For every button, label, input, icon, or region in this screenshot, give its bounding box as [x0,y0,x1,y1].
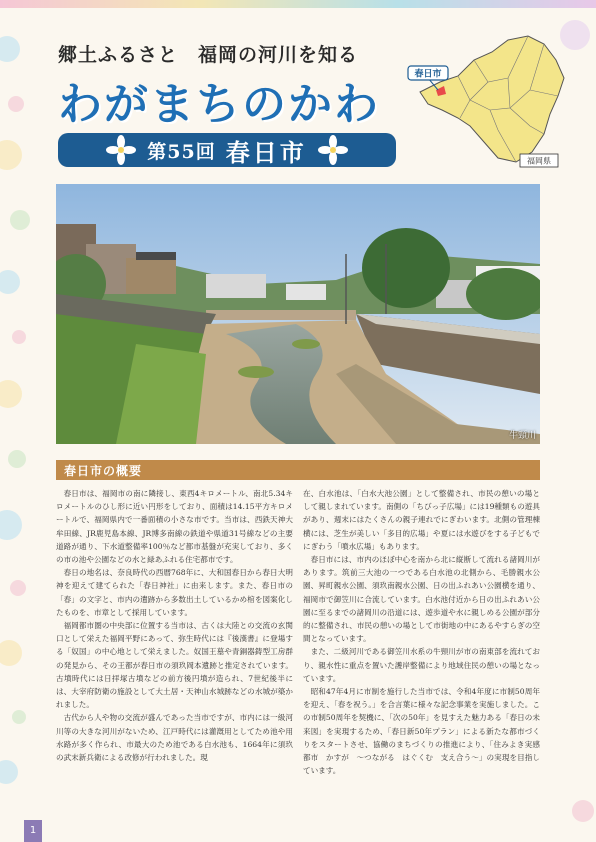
decorative-bubble [8,450,26,468]
map-city-label: 春日市 [414,69,442,80]
body-paragraph: 昭和47年4月に市制を施行した当市では、令和4年度に市制50周年を迎え、「春を祝う。」を合言葉に様々な記念事業を実施しました。この市制50周年を契機に、「次の50年」を見すえた魅力ある「春日の未来図」を実現するため、「春日新50年プラン」による新たな都市づくりをスタートさせ、協働のまちづくりの推進により、「住みよき実感都市 かすが 〜つながる はぐくむ 支え合う〜」の実現を目指しています。 [303,687,540,776]
body-paragraph: 古代から人や物の交流が盛んであった当市ですが、市内には一級河川等の大きな河川がないため、江戸時代には灌漑用としてため池や用水路が多く作られ、市最大のため池である白水池も、1664年に須玖の武末新兵衛による改修が行われました。現 [56,713,293,763]
decorative-bubble [12,330,26,344]
page-number: 1 [24,820,42,842]
decorative-bubble [12,710,26,724]
photo-caption: 牛頸川 [508,431,536,441]
body-column-left [56,487,293,764]
decorative-bubble [0,36,20,62]
episode-banner [58,133,396,167]
decorative-bubble [8,96,24,112]
page-title: わがまちのかわ [58,79,380,130]
body-paragraph: 春日市は、福岡市の南に隣接し、東西4キロメートル、南北5.34キロメートルのひし形に近い円形をしており、面積は14.15平方キロメートルで、福岡県内で一番面積の小さな市です。当市は、西鉄天神大牟田線、JR鹿児島本線、JR博多南線の鉄道や県道31号線などの主要道路が通り、下水道整備率100％など都市基盤が充実しており、多くの市の池や公園などの水と緑あふれる住宅都市です。 [56,489,293,565]
flower-icon [105,134,137,166]
river-photo [56,184,540,444]
city-name: 春日市 [225,137,307,167]
body-paragraph: 福岡都市圏の中央部に位置する当市は、古くは大陸との交流の玄関口として栄えた福岡平野にあって、弥生時代には『後漢書』に登場する「奴国」の中心地として栄えました。奴国王墓や青銅器鋳型工房群の発見から、その王都が春日市の須玖岡本遺跡と推定されています。古墳時代には日拝塚古墳などの前方後円墳が造られ、7世紀後半には、大宰府防衛の施設として大土居・天神山水城跡などの水城が築かれました。 [56,621,293,710]
decorative-bubble [0,640,22,666]
section-heading-bar [56,460,540,480]
river-scene-illustration [56,184,540,444]
series-kicker: 郷土ふるさと 福岡の河川を知る [58,44,359,66]
top-decorative-bar [0,0,596,8]
decorative-bubble [0,140,22,170]
body-paragraph: また、二級河川である御笠川水系の牛頸川が市の南東部を流れており、親水性に重点を置いた護岸整備により地域住民の憩いの場となっています。 [303,647,540,683]
section-heading: 春日市の概要 [64,464,143,478]
decorative-bubble [0,760,18,784]
map-prefecture-label: 福岡県 [527,156,551,166]
flower-icon [317,134,349,166]
fukuoka-prefecture-map [400,30,570,170]
decorative-bubble [0,380,22,408]
body-paragraph: 春日の地名は、奈良時代の西暦768年に、大和国春日から春日大明神を迎えて建てられた「春日神社」に由来します。また、春日市の「春」の文字と、市内の遺跡から多数出土しているかめ棺を図案化したものを、市章として採用しています。 [56,568,293,617]
body-paragraph: 在、白水池は、「白水大池公園」として整備され、市民の憩いの場として親しまれています。南側の「ちびっ子広場」には19種類もの遊具があり、週末にはたくさんの親子連れでにぎわいます。北側の管理棟横には、芝生が美しい「多目的広場」や夏には水遊びをする子どもでにぎわう「噴水広場」もあります。 [303,489,540,551]
decorative-bubble [0,510,22,540]
episode-number: 第55回 [147,140,216,163]
body-column-right [303,487,540,777]
body-paragraph: 春日市には、市内のほぼ中心を南から北に縦断して流れる諸岡川があります。筑前三大池の一つである白水池の北側から、毛勝親水公園、昇町親水公園、須玖南親水公園、日の出ふれあい公園横を通り、福岡市で御笠川に合流しています。白水池付近から日の出ふれあい公園に至るまでの諸岡川の沿道には、遊歩道や水に親しめる公園が部分的に整備され、市民の憩いの場として市街地の中にあるやすらぎの空間となっています。 [303,555,540,644]
decorative-bubble [572,800,594,822]
decorative-bubble [10,580,26,596]
decorative-bubble [10,210,30,230]
decorative-bubble [0,270,20,294]
